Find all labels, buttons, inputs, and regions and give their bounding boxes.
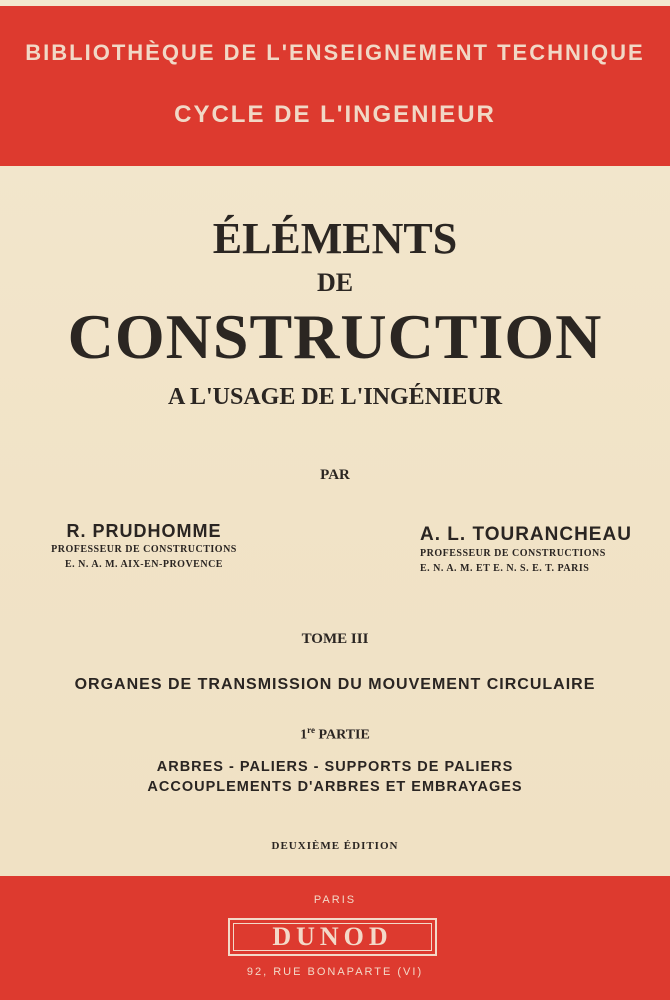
part-number: 1 — [300, 727, 308, 743]
edition-label: DEUXIÈME ÉDITION — [271, 840, 399, 852]
title-main: CONSTRUCTION — [67, 301, 603, 372]
author-role: PROFESSEUR DE CONSTRUCTIONS — [420, 548, 606, 559]
subtitle: A L'USAGE DE L'INGÉNIEUR — [167, 384, 503, 410]
author-affiliation: E. N. A. M. AIX-EN-PROVENCE — [65, 559, 223, 570]
publisher-name: DUNOD — [272, 922, 393, 951]
author-right — [420, 524, 670, 576]
author-name: R. PRUDHOMME — [66, 521, 222, 541]
title-line-1: ÉLÉMENTS — [212, 214, 458, 263]
part-label — [0, 725, 670, 744]
volume-title: ORGANES DE TRANSMISSION DU MOUVEMENT CIRCULAIRE — [74, 676, 596, 693]
publisher-logo — [228, 918, 437, 956]
series-title: BIBLIOTHÈQUE DE L'ENSEIGNEMENT TECHNIQUE — [25, 40, 645, 65]
part-word: PARTIE — [318, 727, 370, 743]
part-contents — [0, 757, 670, 797]
tome-label: TOME III — [301, 631, 369, 647]
publisher-address: 92, RUE BONAPARTE (VI) — [246, 966, 424, 978]
header-band — [0, 6, 670, 166]
by-label: PAR — [320, 467, 350, 483]
title-line-2: DE — [316, 268, 354, 297]
part-suffix: re — [307, 725, 315, 735]
contents-line-2: ACCOUPLEMENTS D'ARBRES ET EMBRAYAGES — [147, 779, 523, 795]
publisher-city: PARIS — [313, 894, 357, 906]
contents-line-1: ARBRES - PALIERS - SUPPORTS DE PALIERS — [156, 759, 514, 775]
author-name: A. L. TOURANCHEAU — [420, 524, 632, 545]
author-left — [14, 521, 274, 572]
author-role: PROFESSEUR DE CONSTRUCTIONS — [51, 544, 237, 555]
author-affiliation: E. N. A. M. ET E. N. S. E. T. PARIS — [420, 563, 590, 574]
cycle-title: CYCLE DE L'INGENIEUR — [174, 101, 496, 128]
